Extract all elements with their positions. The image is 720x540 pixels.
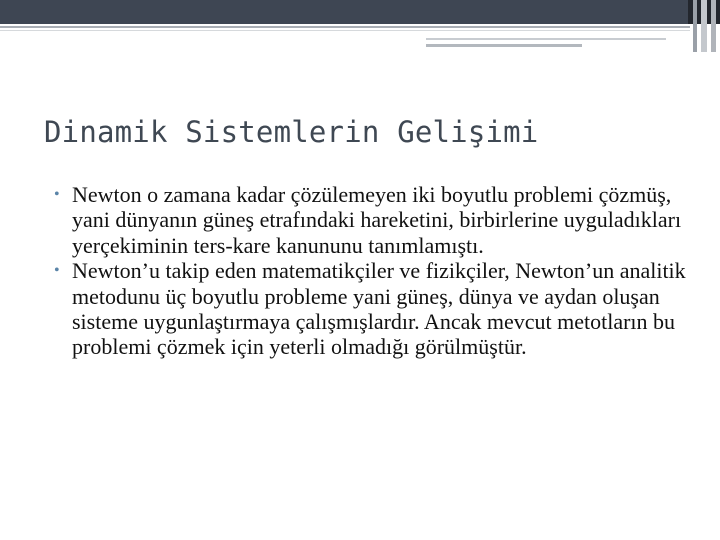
accent-line (0, 26, 690, 28)
decorative-bar (711, 0, 716, 52)
accent-line (426, 44, 582, 47)
bullet-list (52, 182, 692, 360)
decorative-bar (693, 0, 697, 52)
accent-line (426, 38, 666, 40)
header-band (0, 0, 720, 24)
bullet-text: Newton o zamana kadar çözülemeyen iki boyutlu problemi çözmüş, yani dünyanın güneş etrafındaki hareketini, birbirlerine uyguladıkları yerçekiminin ters-kare kanununu tanımlamıştı. (72, 182, 682, 258)
decorative-bar (701, 0, 707, 52)
bullet-icon: • (54, 262, 60, 280)
slide-title: Dinamik Sistemlerin Gelişimi (44, 115, 539, 149)
bullet-icon: • (54, 186, 60, 203)
accent-line (0, 30, 690, 31)
bullet-item (52, 258, 692, 360)
bullet-item (52, 182, 692, 258)
bullet-text: Newton’u takip eden matematikçiler ve fizikçiler, Newton’un analitik metodunu üç boyutlu probleme yani güneş, dünya ve aydan oluşan sisteme uygunlaştırmaya çalışmışlardır. Ancak mevcut metotların bu problemi çözmek için yeterli olmadığı görülmüştür. (72, 258, 686, 360)
